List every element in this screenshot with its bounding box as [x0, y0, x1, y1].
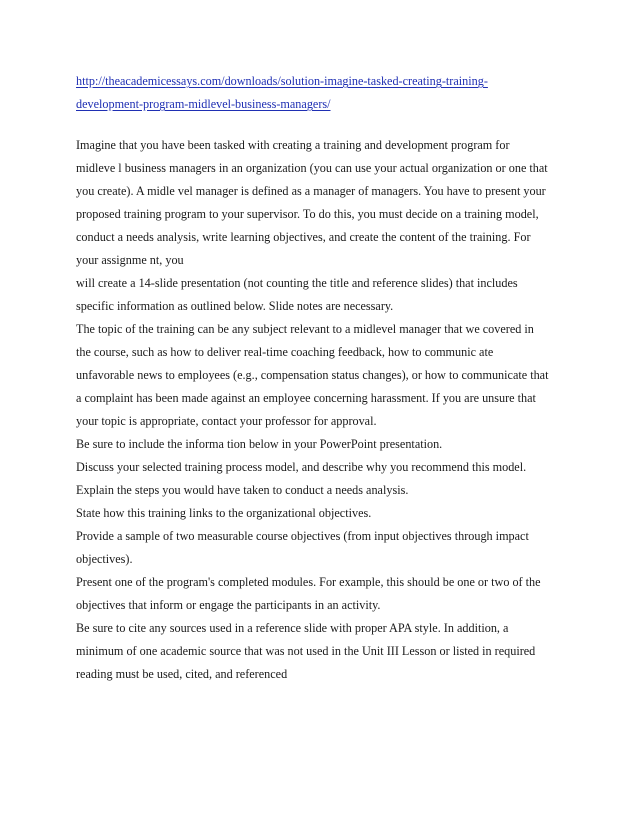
text-line: Be sure to cite any sources used in a reference slide with proper APA style. In addition, a: [76, 621, 509, 635]
text-line: conduct a needs analysis, write learning objectives, and create the content of the training. For: [76, 230, 531, 244]
text-line: Be sure to include the informa tion below in your PowerPoint presentation.: [76, 437, 443, 451]
text-line: will create a 14-slide presentation (not counting the title and reference slides) that includes: [76, 276, 518, 290]
text-line: proposed training program to your supervisor. To do this, you must decide on a training model,: [76, 207, 539, 221]
text-line: Present one of the program's completed modules. For example, this should be one or two of the: [76, 575, 541, 589]
text-line: your assignme nt, you: [76, 253, 184, 267]
text-line: reading must be used, cited, and referenced: [76, 667, 288, 681]
text-line: unfavorable news to employees (e.g., compensation status changes), or how to communicate that: [76, 368, 549, 382]
assignment-text: [76, 134, 576, 686]
text-line: specific information as outlined below. Slide notes are necessary.: [76, 299, 394, 313]
text-line: a complaint has been made against an employee concerning harassment. If you are unsure that: [76, 391, 536, 405]
text-line: objectives that inform or engage the participants in an activity.: [76, 598, 381, 612]
text-line: your topic is appropriate, contact your professor for approval.: [76, 414, 377, 428]
text-line: Imagine that you have been tasked with creating a training and development program for: [76, 138, 510, 152]
text-line: objectives).: [76, 552, 133, 566]
text-line: State how this training links to the organizational objectives.: [76, 506, 372, 520]
source-link[interactable]: [76, 70, 576, 116]
text-line: The topic of the training can be any subject relevant to a midlevel manager that we covered in: [76, 322, 534, 336]
text-line: the course, such as how to deliver real-time coaching feedback, how to communic ate: [76, 345, 494, 359]
text-line: Provide a sample of two measurable course objectives (from input objectives through impact: [76, 529, 529, 543]
source-link-line[interactable]: http://theacademicessays.com/downloads/solution-imagine-tasked-creating-training-: [76, 74, 488, 88]
text-line: Explain the steps you would have taken to conduct a needs analysis.: [76, 483, 409, 497]
text-line: Discuss your selected training process model, and describe why you recommend this model.: [76, 460, 527, 474]
text-line: minimum of one academic source that was not used in the Unit III Lesson or listed in required: [76, 644, 536, 658]
text-line: you create). A midle vel manager is defined as a manager of managers. You have to present your: [76, 184, 546, 198]
source-link-line[interactable]: development-program-midlevel-business-managers/: [76, 97, 331, 111]
document-content: [76, 70, 576, 686]
text-line: midleve l business managers in an organization (you can use your actual organization or one that: [76, 161, 548, 175]
